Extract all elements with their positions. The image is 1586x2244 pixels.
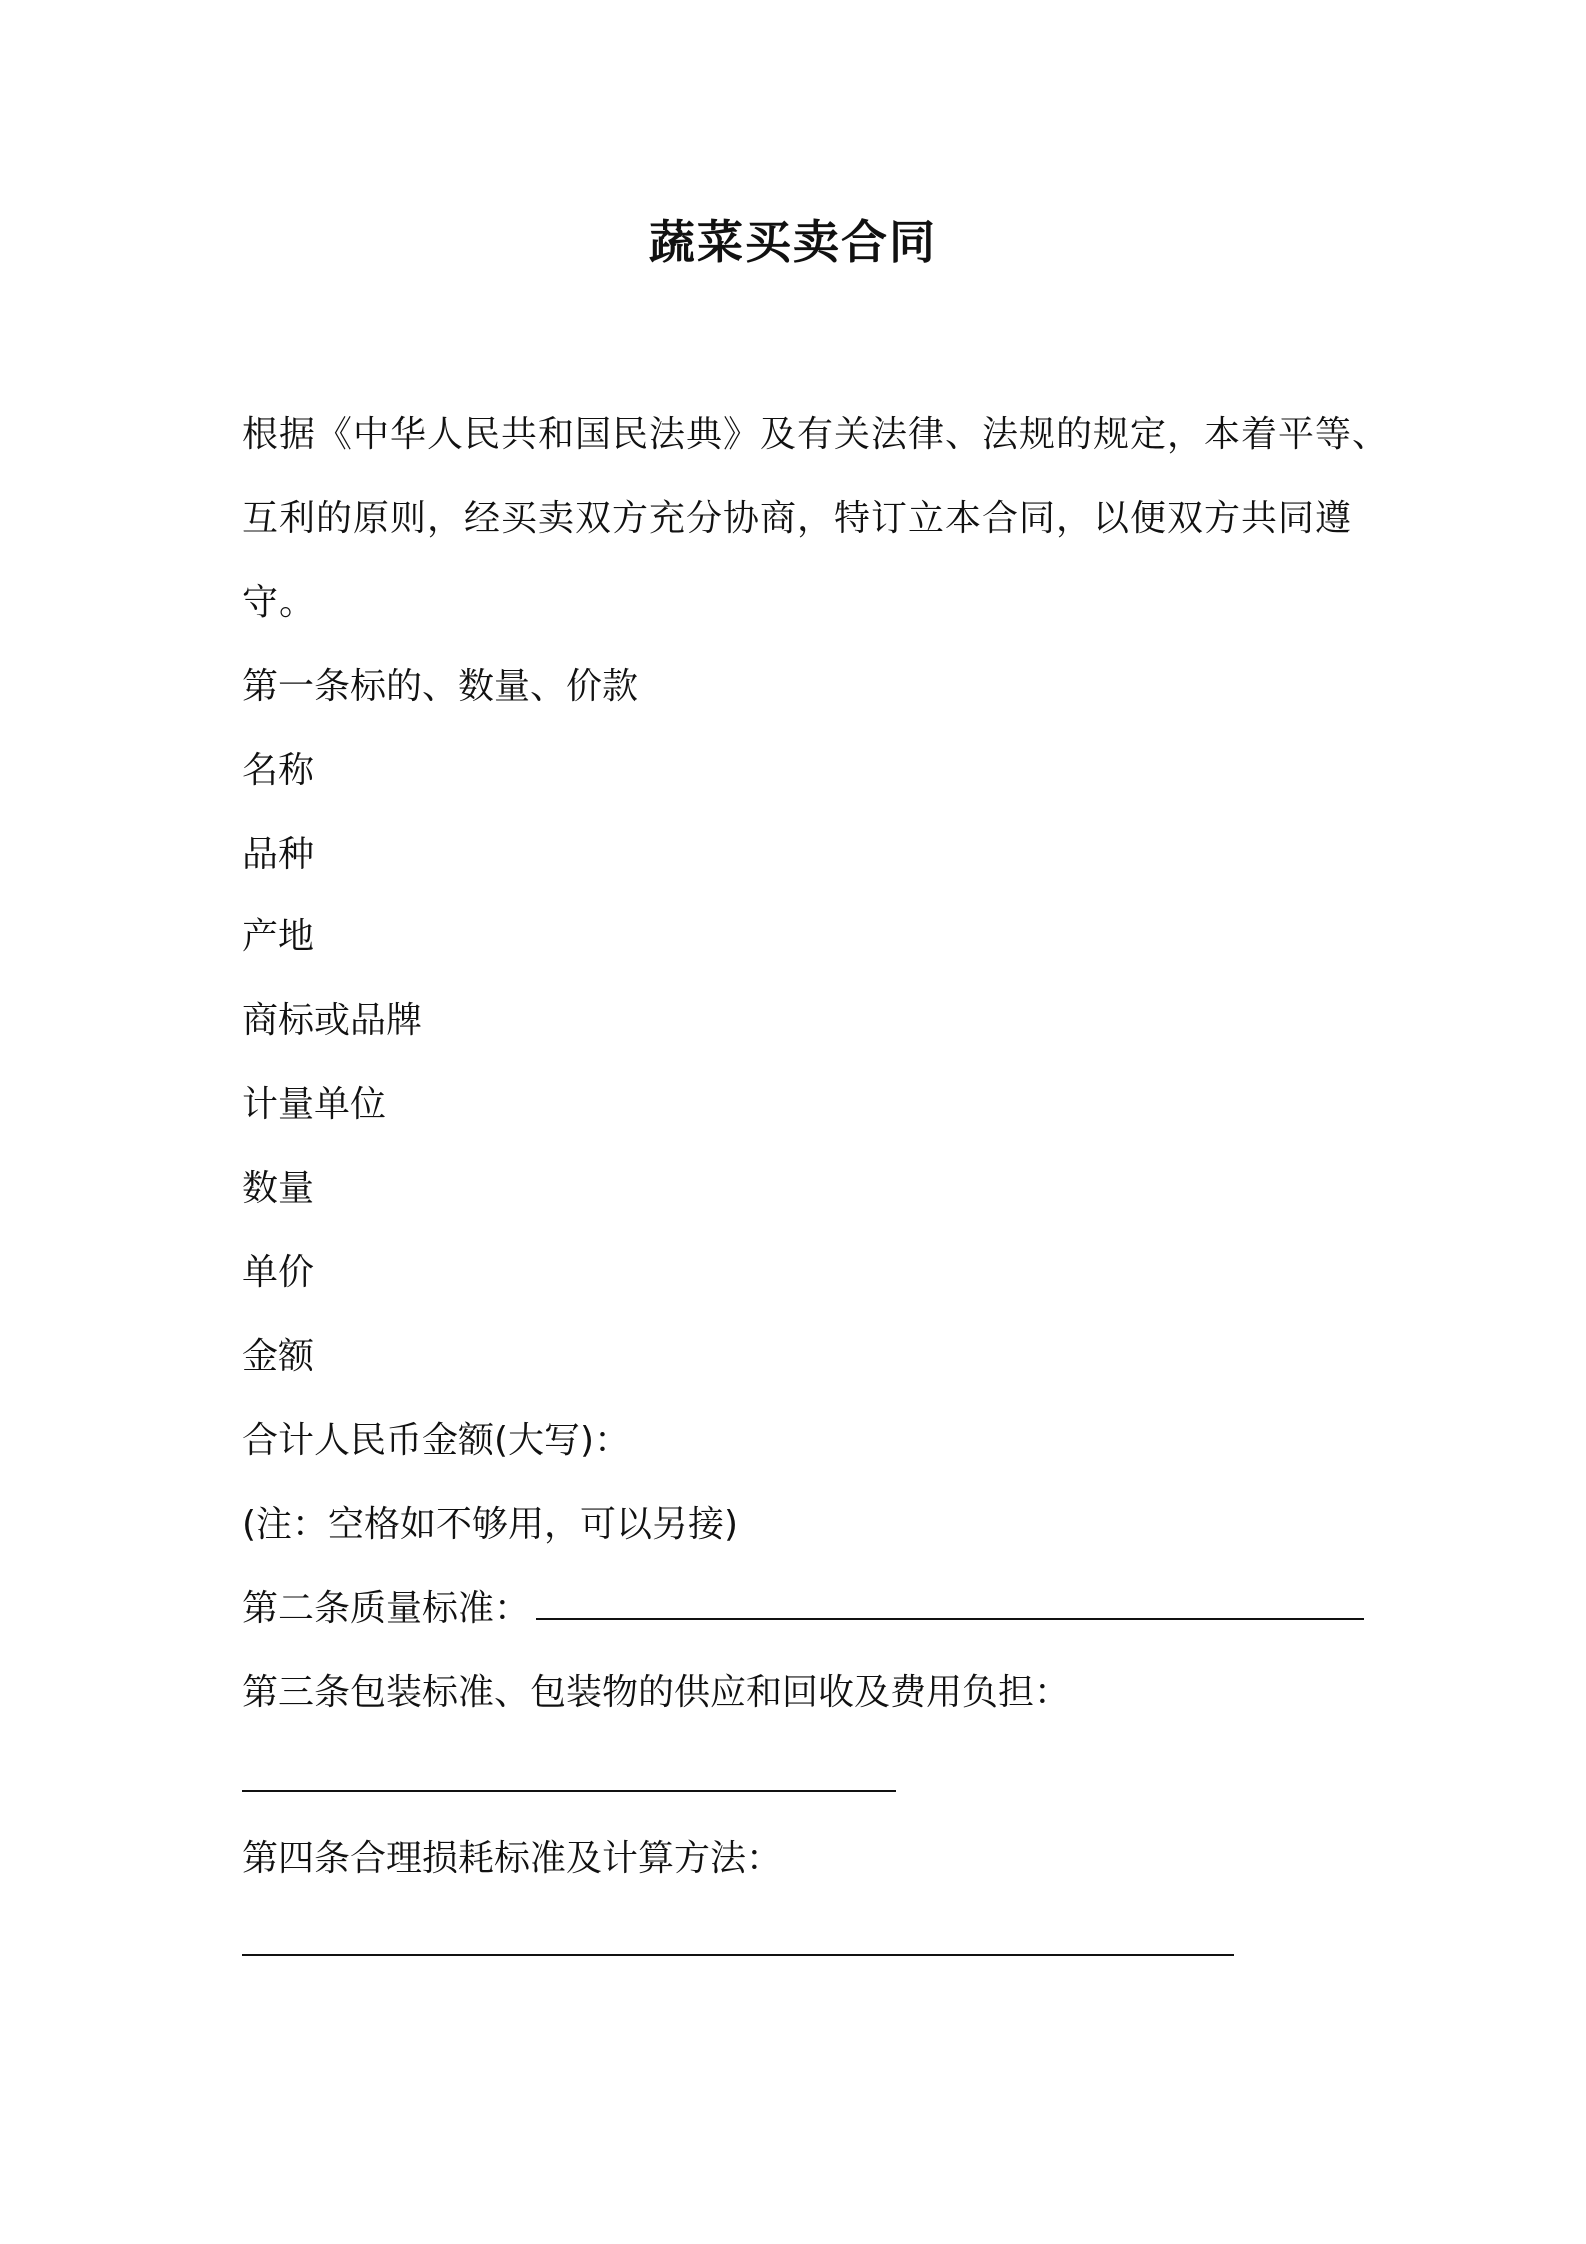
article3-blank [242, 1790, 896, 1792]
intro-line-2: 互利的原则，经买卖双方充分协商，特订立本合同，以便双方共同遵 [242, 498, 1353, 539]
item-variety: 品种 [242, 834, 315, 875]
item-origin: 产地 [242, 916, 315, 957]
item-amount: 金额 [242, 1336, 315, 1377]
note-text: (注：空格如不够用，可以另接) [242, 1504, 739, 1545]
article2-line [242, 1584, 1364, 1634]
article4-blank [242, 1954, 1234, 1956]
item-unit: 计量单位 [242, 1084, 387, 1125]
item-quantity: 数量 [242, 1168, 315, 1209]
article1-heading: 第一条标的、数量、价款 [242, 666, 639, 707]
article2-blank [536, 1588, 1364, 1620]
item-brand: 商标或品牌 [242, 1000, 423, 1041]
intro-line-1: 根据《中华人民共和国民法典》及有关法律、法规的规定，本着平等、 [242, 414, 1390, 455]
item-name: 名称 [242, 750, 315, 791]
intro-line-3: 守。 [242, 582, 317, 623]
total-amount-label: 合计人民币金额(大写)： [242, 1420, 631, 1461]
item-unit-price: 单价 [242, 1252, 315, 1293]
article3-label: 第三条包装标准、包装物的供应和回收及费用负担： [242, 1672, 1071, 1713]
article4-label: 第四条合理损耗标准及计算方法： [242, 1838, 783, 1879]
article2-label: 第二条质量标准： [242, 1588, 531, 1629]
document-title: 蔬菜买卖合同 [649, 215, 937, 269]
